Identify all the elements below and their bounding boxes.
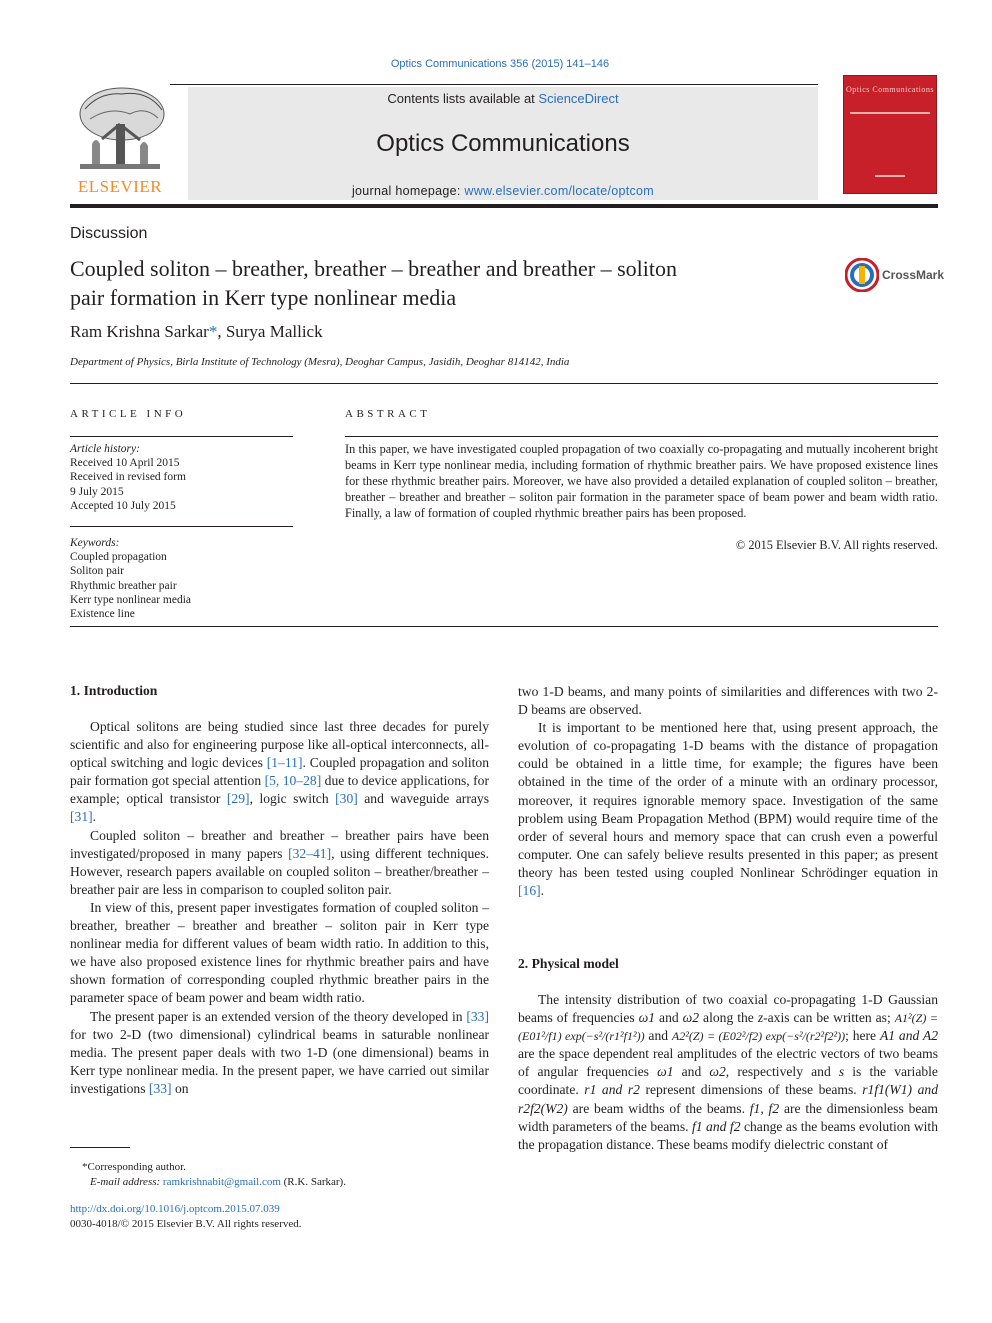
abstract-copyright: © 2015 Elsevier B.V. All rights reserved. (735, 538, 938, 552)
paragraph: The present paper is an extended version of the theory developed in [33] for two 2-D (two dimensional) cylindrical beams in saturable nonlinear media. The present paper deals with two 1-D (one dimensional) beams in Kerr type nonlinear media. In the present paper, we have carried out similar investigations [33] on (70, 1008, 489, 1096)
cover-decoration (850, 112, 930, 114)
physical-model-body (518, 991, 938, 1154)
cover-decoration (875, 175, 905, 177)
paragraph: two 1-D beams, and many points of similarities and differences with two 2-D beams are observed. (518, 684, 938, 718)
paragraph: Optical solitons are being studied since last three decades for purely scientific and also for engineering purpose like all-optical interconnects, all-optical switching and logic devices [1–11]. Coupled propagation and soliton pair formation got special attention [5, 10–28] due to device applications, for example; optical transistor [29], logic switch [30] and waveguide arrays [31]. (70, 719, 489, 825)
doi-link[interactable]: http://dx.doi.org/10.1016/j.optcom.2015.07.039 (70, 1203, 280, 1215)
math-symbol: s (838, 1064, 845, 1080)
citation-link[interactable]: [29] (226, 791, 250, 807)
crossmark-label[interactable]: CrossMark (882, 268, 945, 282)
math-symbol: ω2 (709, 1064, 726, 1080)
article-info-heading: ARTICLE INFO (70, 408, 187, 420)
abstract-heading: ABSTRACT (345, 408, 431, 420)
divider (70, 383, 938, 384)
paragraph: It is important to be mentioned here that, using present approach, the evolution of co-propagating 1-D beams with the distance of propagation could be obtained in a little time, for example; the figures have been obtained in the time of the order of a minute with an ordinary processor, moreover, it requires ignorable memory space. Investigation of the same problem using Beam Propagation Method (BPM) would require time of the order of several hours and memory space that can crush even a powerful computer. One can safely believe results presented in this paper; as present theory has been tested using coupled Nonlinear Schrödinger equation in [16]. (518, 720, 938, 899)
affiliation: Department of Physics, Birla Institute of Technology (Mesra), Deoghar Campus, Jasidih, Deoghar 814142, India (70, 356, 570, 368)
footnotes (70, 1160, 489, 1190)
journal-title: Optics Communications (376, 130, 630, 157)
citation-link[interactable]: [31] (70, 809, 93, 825)
author-name: Surya Mallick (225, 322, 323, 341)
introduction-body-continued (518, 683, 938, 900)
author-list (70, 322, 323, 342)
abstract-text: In this paper, we have investigated coupled propagation of two coaxially co-propagating and mutually incoherent bright beams in Kerr type nonlinear media, including formation of rhythmic breather pairs. We have proposed existence lines for these rhythmic breather pairs. Moreover, we have also provided a detailed explanation of coupled soliton – breather, breather – breather and breather – soliton pair formation in the parameter space of beam power and beam width ratio. Finally, a law of formation of coupled rhythmic breather pairs has been proposed. (345, 442, 938, 520)
contents-line (188, 91, 818, 106)
math-symbol: r1f1(W1) and r2f2(W2) (518, 1082, 938, 1116)
keyword: Existence line (70, 608, 135, 621)
journal-homepage (188, 184, 818, 198)
corresponding-author-mark[interactable]: * (208, 322, 218, 341)
article-type: Discussion (70, 225, 148, 242)
history-item: Received in revised form (70, 471, 186, 484)
elsevier-wordmark: ELSEVIER (77, 177, 163, 196)
article-history (70, 442, 293, 513)
math-symbol: f1 and f2 (692, 1118, 741, 1134)
keywords-label: Keywords: (70, 537, 120, 549)
issn-line: 0030-4018/© 2015 Elsevier B.V. All rights reserved. (70, 1218, 302, 1230)
divider (345, 436, 938, 437)
history-item: Accepted 10 July 2015 (70, 499, 176, 512)
keyword: Rhythmic breather pair (70, 579, 177, 592)
history-item: 9 July 2015 (70, 485, 124, 498)
section-heading-introduction: 1. Introduction (70, 683, 158, 698)
crossmark-icon[interactable] (845, 258, 879, 292)
history-item: Received 10 April 2015 (70, 457, 180, 470)
citation-link[interactable]: [33] (148, 1080, 172, 1096)
citation-link[interactable]: [30] (335, 791, 358, 807)
math-symbol: ω2 (682, 1010, 700, 1026)
math-symbol: A1 and A2 (879, 1028, 938, 1044)
journal-reference[interactable]: Optics Communications 356 (2015) 141–146 (390, 58, 610, 70)
paper-title-line2: pair formation in Kerr type nonlinear media (70, 285, 457, 310)
equation: A2²(Z) = (E02²/f2) exp(−s²/(r2²f2²)) (671, 1029, 846, 1044)
homepage-prefix: journal homepage: (351, 184, 465, 198)
paragraph: In view of this, present paper investigates formation of coupled soliton – breather, breather – breather and breather – soliton pair in Kerr type nonlinear media for different values of beam width ratio. In addition to this, we have also proposed existence lines for rhythmic breather pairs and have shown formation of corresponding coupled rhythmic breather pairs in the parameter space of beam power and beam width ratio. (70, 899, 489, 1006)
homepage-link[interactable]: www.elsevier.com/locate/optcom (464, 184, 655, 198)
citation-link[interactable]: [16] (518, 883, 541, 899)
divider (70, 526, 293, 527)
author-name: Ram Krishna Sarkar (70, 322, 209, 341)
paragraph: Coupled soliton – breather and breather – breather pairs have been investigated/proposed in many papers [32–41], using different techniques. However, research papers available on coupled soliton – breather/breather – breather pair are less in comparison to coupled soliton pair. (70, 827, 489, 897)
section-heading-physical-model: 2. Physical model (518, 956, 619, 971)
paragraph: The intensity distribution of two coaxial co-propagating 1-D Gaussian beams of frequencies ω1 and ω2 along the z-axis can be written as; A1²(Z) = (E01²/f1) exp(−s²/(r1²f1²)) and A2²(Z) = (E02²/f2) exp(−s²/(r2²f2²)); here A1 and A2 are the space dependent real amplitudes of the electric vectors of two beams of angular frequencies ω1 and ω2, respectively and s is the variable coordinate. r1 and r2 represent dimensions of these beams. r1f1(W1) and r2f2(W2) are beam widths of the beams. f1, f2 are the dimensionless beam width parameters of the beams. f1 and f2 change as the beams evolution with the propagation distance. These beams modify dielectric constant of (518, 992, 939, 1152)
journal-cover-title: Optics Communications (845, 85, 935, 94)
keyword: Kerr type nonlinear media (70, 593, 192, 606)
email-note: E-mail address: ramkrishnabit@gmail.com (R.K. Sarkar). (90, 1176, 346, 1188)
author-separator: , (217, 322, 226, 341)
keyword: Coupled propagation (70, 551, 167, 564)
math-symbol: ω1 (657, 1064, 674, 1080)
math-symbol: ω1 (638, 1010, 656, 1026)
equation: A1²(Z) = (E01²/f1) exp(−s²/(r1²f1²)) (518, 1011, 938, 1044)
math-symbol: r1 and r2 (584, 1082, 640, 1098)
math-symbol: f1, f2 (749, 1100, 780, 1116)
paper-title-line1: Coupled soliton – breather, breather – breather and breather – soliton (70, 256, 677, 281)
email-link[interactable]: ramkrishnabit@gmail.com (162, 1176, 281, 1188)
citation-link[interactable]: [1–11] (266, 755, 303, 771)
footnote-rule (70, 1147, 130, 1148)
keyword: Soliton pair (70, 565, 124, 578)
header-top-rule (70, 84, 818, 85)
keywords-block (70, 536, 293, 621)
citation-link[interactable]: [5, 10–28] (264, 773, 322, 789)
introduction-body (70, 718, 489, 1098)
doi-block (70, 1202, 489, 1232)
contents-prefix: Contents lists available at (387, 91, 539, 106)
sciencedirect-link[interactable]: ScienceDirect (538, 91, 619, 106)
math-symbol: z (757, 1010, 764, 1026)
divider (70, 436, 293, 437)
citation-link[interactable]: [32–41] (288, 845, 332, 861)
paper-title (70, 254, 840, 312)
history-label: Article history: (70, 443, 140, 455)
divider (70, 626, 938, 627)
citation-link[interactable]: [33] (466, 1008, 489, 1024)
header-bottom-rule (70, 204, 938, 208)
corresponding-author-note: *Corresponding author. (82, 1161, 186, 1173)
